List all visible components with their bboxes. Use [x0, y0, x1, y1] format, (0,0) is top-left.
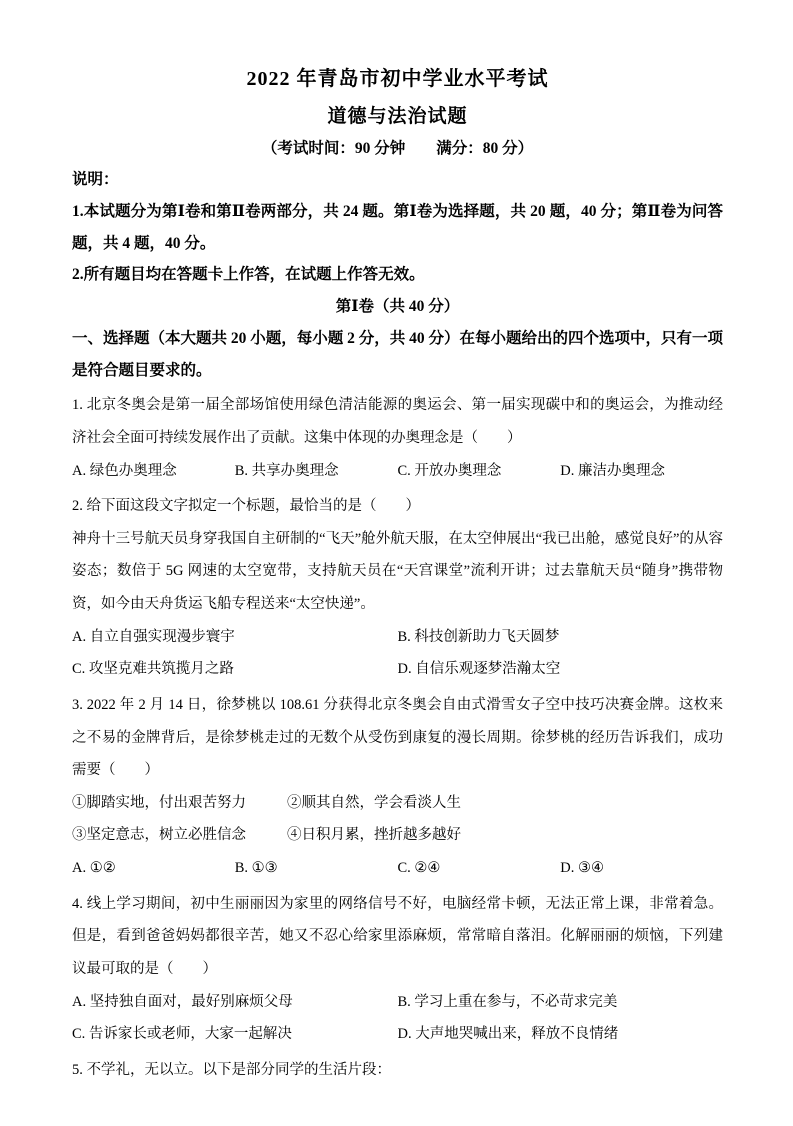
question-3-option-d: D. ③④: [560, 860, 604, 877]
question-2-option-c: C. 攻坚克难共筑揽月之路: [72, 661, 234, 678]
doc-title: 2022 年青岛市初中学业水平考试: [246, 68, 549, 90]
question-4-option-c: C. 告诉家长或老师，大家一起解决: [72, 1026, 292, 1043]
note-1: 1.本试题分为第Ⅰ卷和第Ⅱ卷两部分，共 24 题。第Ⅰ卷为选择题，共 20 题，40 分；第Ⅱ卷为问答题，共 4 题，40 分。: [72, 202, 723, 252]
question-5: [72, 1054, 723, 1087]
question-3-stem: 3. 2022 年 2 月 14 日，徐梦桃以 108.61 分获得北京冬奥会自由式滑雪女子空中技巧决赛金牌。这枚来之不易的金牌背后，是徐梦桃走过的无数个从受伤到康复的漫长周期。徐梦桃的经历告诉我们，成功需要（ ）: [72, 696, 723, 779]
question-3-statement-4: ④日积月累，挫折越多越好: [287, 827, 461, 844]
question-4-option-b: B. 学习上重在参与，不必苛求完美: [397, 993, 618, 1010]
question-1: [72, 389, 723, 487]
question-3-option-b: B. ①③: [234, 860, 278, 877]
question-3-statement-3: ③坚定意志，树立必胜信念: [72, 827, 246, 844]
question-3-option-c: C. ②④: [397, 860, 441, 877]
question-3-option-a: A. ①②: [72, 860, 116, 877]
question-4-option-a: A. 坚持独自面对，最好别麻烦父母: [72, 993, 293, 1010]
question-5-stem: 5. 不学礼，无以立。以下是部分同学的生活片段：: [72, 1061, 391, 1078]
doc-subtitle: 道德与法治试题: [327, 106, 468, 127]
question-2-stem: 2. 给下面这段文字拟定一个标题，最恰当的是（ ）: [72, 498, 420, 515]
part1-heading: 第Ⅰ卷（共 40 分）: [335, 298, 460, 316]
question-4-option-d: D. 大声地哭喊出来，释放不良情绪: [397, 1026, 619, 1043]
question-3-statement-1: ①脚踏实地，付出艰苦努力: [72, 794, 246, 811]
question-2-option-b: B. 科技创新助力飞天圆梦: [397, 628, 560, 645]
question-3-options: [72, 852, 723, 885]
question-3-statement-2: ②顺其自然，学会看淡人生: [287, 794, 461, 811]
question-1-options: [72, 455, 723, 488]
note-2: 2.所有题目均在答题卡上作答，在试题上作答无效。: [72, 266, 425, 284]
section1-heading: 一、选择题（本大题共 20 小题，每小题 2 分，共 40 分）在每小题给出的四个选项中，只有一项是符合题目要求的。: [72, 329, 724, 379]
question-1-option-a: A. 绿色办奥理念: [72, 462, 177, 479]
question-2-option-a: A. 自立自强实现漫步寰宇: [72, 628, 235, 645]
question-4: [72, 888, 723, 1051]
question-1-option-b: B. 共享办奥理念: [234, 462, 339, 479]
question-4-options: [72, 986, 723, 1051]
question-4-stem: 4. 线上学习期间，初中生丽丽因为家里的网络信号不好，电脑经常卡顿，无法正常上课，非常着急。但是，看到爸爸妈妈都很辛苦，她又不忍心给家里添麻烦，常常暗自落泪。化解丽丽的烦恼，下列建议最可取的是（ ）: [72, 895, 723, 977]
question-2: [72, 490, 723, 686]
notes-label: 说明：: [72, 171, 119, 188]
question-1-option-d: D. 廉洁办奥理念: [560, 462, 665, 479]
question-2-passage: 神舟十三号航天员身穿我国自主研制的“飞天”舱外航天服，在太空伸展出“我已出舱，感觉良好”的从容姿态；数倍于 5G 网速的太空宽带，支持航天员在“天宫课堂”流利开讲；过去靠航天员“随身”携带物资，如今由天舟货运飞船专程送来“太空快递”。: [72, 530, 723, 613]
question-3: [72, 689, 723, 885]
question-2-options: [72, 621, 723, 686]
exam-info-line: （考试时间：90 分钟 满分：80 分）: [261, 140, 534, 157]
question-3-statements: [72, 787, 723, 852]
question-1-stem: 1. 北京冬奥会是第一届全部场馆使用绿色清洁能源的奥运会、第一届实现碳中和的奥运会，为推动经济社会全面可持续发展作出了贡献。这集中体现的办奥理念是（ ）: [72, 397, 723, 446]
question-1-option-c: C. 开放办奥理念: [397, 462, 502, 479]
notes-block: [72, 164, 723, 291]
question-2-option-d: D. 自信乐观逐梦浩瀚太空: [397, 661, 561, 678]
